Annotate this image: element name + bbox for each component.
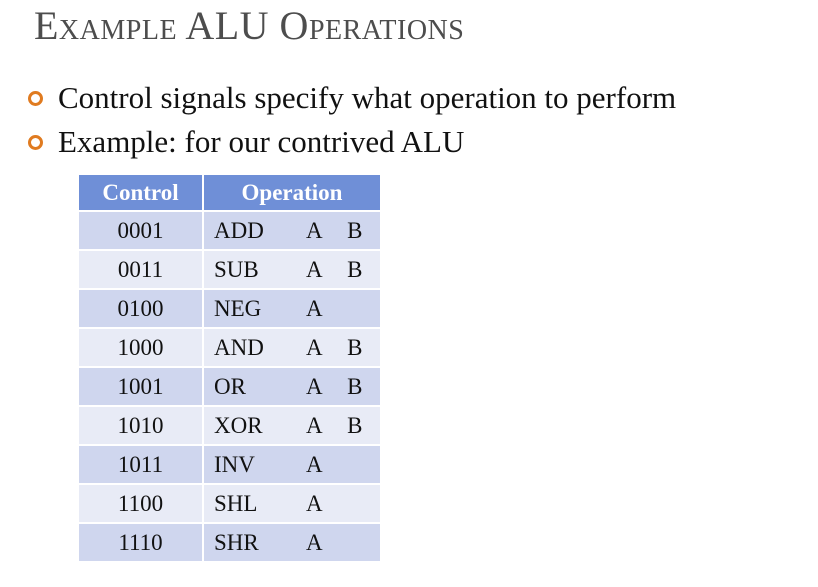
bullet-text: Example: for our contrived ALU xyxy=(58,124,465,159)
control-cell: 0001 xyxy=(79,210,204,249)
bullet-text: Control signals specify what operation to perform xyxy=(58,80,677,115)
column-header-operation: Operation xyxy=(204,175,380,210)
operation-mnemonic: INV xyxy=(214,451,255,477)
table-row xyxy=(79,405,380,444)
operation-operands: A xyxy=(306,451,333,477)
operation-mnemonic: SUB xyxy=(214,256,259,282)
control-cell: 1011 xyxy=(79,444,204,483)
operation-mnemonic: OR xyxy=(214,373,246,399)
operation-cell xyxy=(204,210,380,249)
operation-cell xyxy=(204,366,380,405)
operation-cell xyxy=(204,444,380,483)
table-row xyxy=(79,522,380,561)
control-cell: 1001 xyxy=(79,366,204,405)
operation-operands: A xyxy=(306,529,333,555)
operation-cell xyxy=(204,483,380,522)
control-cell: 1010 xyxy=(79,405,204,444)
table-header-row xyxy=(79,175,380,210)
operation-mnemonic: SHL xyxy=(214,490,258,516)
control-cell: 1100 xyxy=(79,483,204,522)
table-row xyxy=(79,444,380,483)
slide-title: Example ALU Operations xyxy=(34,3,465,48)
bullet-item xyxy=(28,76,676,120)
operation-operands: A xyxy=(306,295,333,321)
operation-operands: A B xyxy=(306,412,373,438)
operation-cell xyxy=(204,249,380,288)
control-cell: 0100 xyxy=(79,288,204,327)
operation-operands: A B xyxy=(306,217,373,243)
bullet-circle-icon xyxy=(28,91,43,106)
control-cell: 0011 xyxy=(79,249,204,288)
operation-cell xyxy=(204,405,380,444)
operation-mnemonic: NEG xyxy=(214,295,262,321)
bullet-list xyxy=(28,76,676,164)
bullet-item xyxy=(28,120,676,164)
column-header-control: Control xyxy=(79,175,204,210)
table-row xyxy=(79,210,380,249)
operation-cell xyxy=(204,327,380,366)
table-row xyxy=(79,366,380,405)
table-row xyxy=(79,288,380,327)
operation-mnemonic: XOR xyxy=(214,412,263,438)
operation-operands: A xyxy=(306,490,333,516)
operation-mnemonic: ADD xyxy=(214,217,264,243)
table-row xyxy=(79,249,380,288)
table-row xyxy=(79,483,380,522)
bullet-circle-icon xyxy=(28,135,43,150)
operation-mnemonic: SHR xyxy=(214,529,259,555)
control-cell: 1000 xyxy=(79,327,204,366)
operation-cell xyxy=(204,288,380,327)
alu-operations-table xyxy=(79,175,380,561)
control-cell: 1110 xyxy=(79,522,204,561)
operation-operands: A B xyxy=(306,334,373,360)
operation-operands: A B xyxy=(306,373,373,399)
operation-cell xyxy=(204,522,380,561)
operation-operands: A B xyxy=(306,256,373,282)
table-row xyxy=(79,327,380,366)
operation-mnemonic: AND xyxy=(214,334,264,360)
